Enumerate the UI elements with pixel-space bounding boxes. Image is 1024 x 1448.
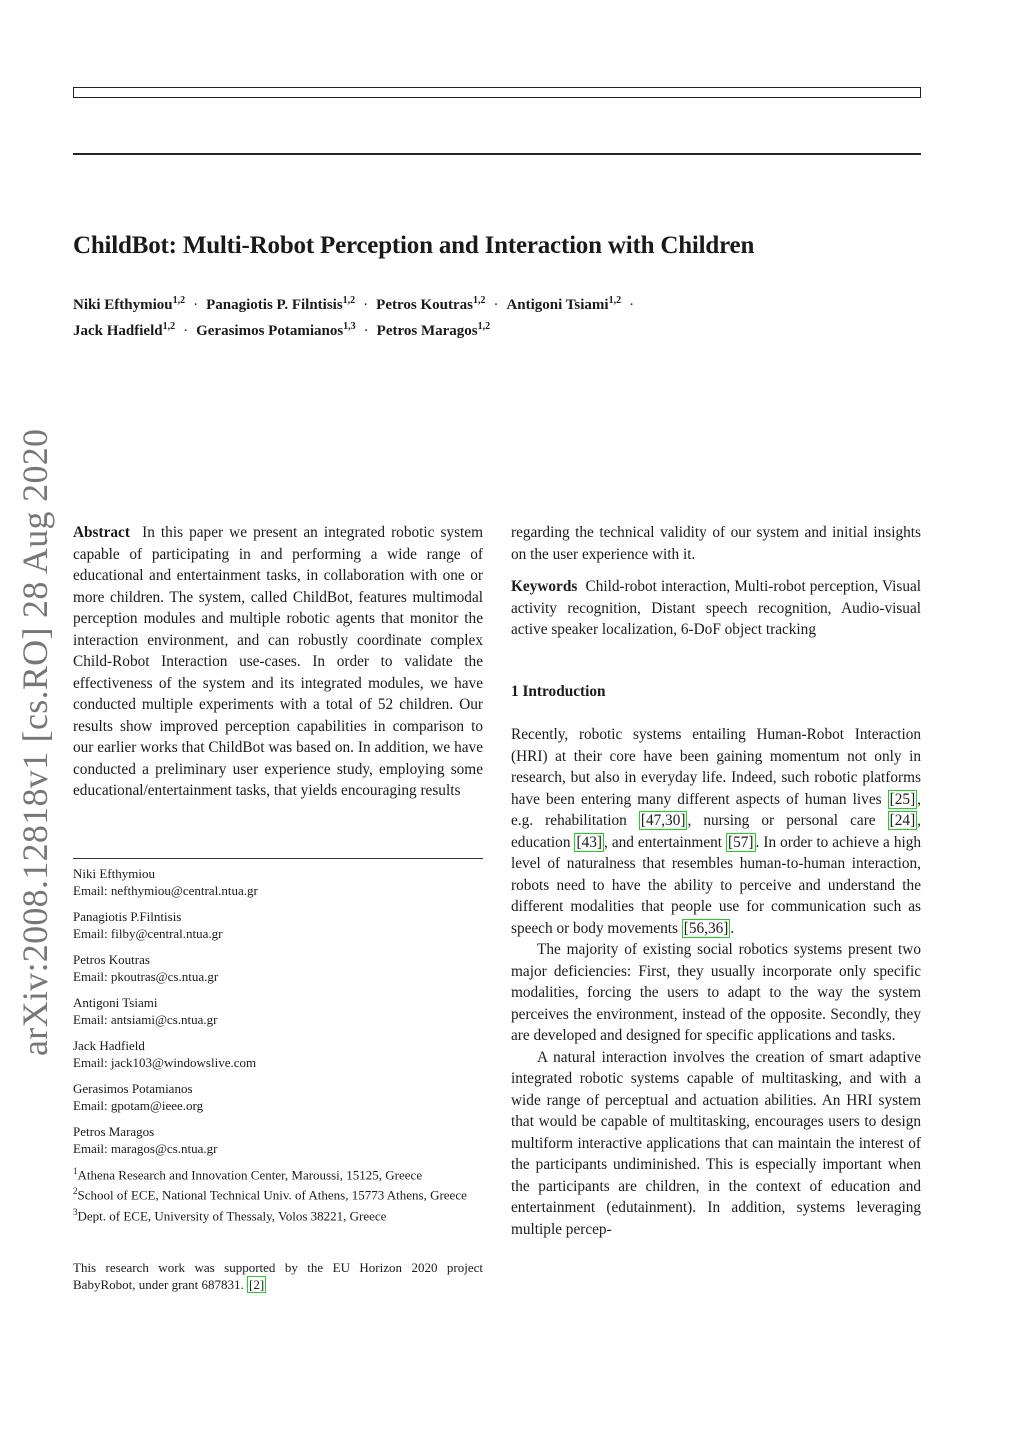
author-line-1: Niki Efthymiou$^{1,2}$ · Panagiotis P. Filntisis$^{1,2}$ · Petros Koutras$^{1,2}$ · Antigoni Tsiami$^{1,2}$ ·	[73, 295, 635, 313]
affiliation-number: 3	[73, 1206, 78, 1217]
keywords-label: Keywords	[511, 578, 578, 595]
right-column	[511, 522, 921, 1240]
paragraph-text: , e.g. rehabilitation	[511, 790, 921, 829]
author-name: Antigoni Tsiami	[506, 297, 609, 313]
author-affiliation: 1,3	[343, 321, 356, 332]
funding-note	[73, 1259, 483, 1293]
keywords	[511, 576, 921, 641]
affiliation-list	[73, 1163, 483, 1224]
contact-email: Email: pkoutras@cs.ntua.gr	[73, 969, 219, 984]
author-name: Panagiotis P. Filntisis	[206, 297, 343, 313]
contact-email: Email: jack103@windowslive.com	[73, 1055, 257, 1070]
keywords-text: Child-robot interaction, Multi-robot perception, Visual activity recognition, Distant speech recognition, Audio-visual active speaker localization, 6-DoF object tracking	[511, 578, 922, 638]
citation-link[interactable]: [2]	[249, 1277, 265, 1292]
contact-email: Email: nefthymiou@central.ntua.gr	[73, 883, 258, 898]
contact-name: Petros Maragos	[73, 1124, 155, 1139]
contact-email: Email: gpotam@ieee.org	[73, 1098, 204, 1113]
left-column	[73, 522, 483, 802]
contact-entry	[73, 1123, 483, 1157]
contact-email: Email: maragos@cs.ntua.gr	[73, 1141, 218, 1156]
paragraph-text: .	[730, 919, 735, 937]
affiliation	[73, 1163, 483, 1183]
author-name: Petros Maragos	[376, 323, 478, 339]
author-affiliation: 1,2	[172, 295, 186, 306]
contact-email: Email: filby@central.ntua.gr	[73, 926, 223, 941]
paragraph-text: , nursing or personal care	[687, 812, 888, 829]
header-rule	[73, 153, 921, 155]
contact-name: Panagiotis P.Filntisis	[73, 909, 182, 924]
contact-name: Niki Efthymiou	[73, 866, 155, 881]
paragraph-text: , education	[511, 812, 921, 851]
funding-text: This research work was supported by the EU Horizon 2020 project BabyRobot, under grant 687831.	[73, 1260, 483, 1292]
abstract-continued: regarding the technical validity of our system and initial insights on the user experience with it.	[511, 524, 921, 563]
contact-entry	[73, 1037, 483, 1071]
author-name: Petros Koutras	[376, 297, 473, 313]
contact-entry	[73, 1080, 483, 1114]
abstract-text: In this paper we present an integrated robotic system capable of participating in and performing a wide range of educational and entertainment tasks, in collaboration with one or more children. The system, called ChildBot, features multimodal perception modules and multiple robotic agents that monitor the interaction environment, and can robustly coordinate complex Child-Robot Interaction use-cases. In order to validate the effectiveness of the system and its integrated modules, we have conducted multiple experiments with a total of 52 children. Our results show improved perception capabilities in comparison to our earlier works that ChildBot was based on. In addition, we have conducted a preliminary user experience study, employing some educational/entertainment tasks, that yields encouraging results	[73, 524, 483, 799]
contact-name: Jack Hadfield	[73, 1038, 145, 1053]
affiliation-text: Dept. of ECE, University of Thessaly, Volos 38221, Greece	[77, 1207, 387, 1223]
paper-title: ChildBot: Multi-Robot Perception and Interaction with Children	[73, 232, 755, 259]
contact-list	[73, 865, 483, 1166]
affiliation	[73, 1204, 483, 1224]
author-affiliation: 1,2	[472, 295, 486, 306]
footnote-rule	[73, 858, 483, 859]
contact-name: Gerasimos Potamianos	[73, 1081, 193, 1096]
intro-paragraph-3: A natural interaction involves the creation of smart adaptive integrated robotic systems capable of multitasking, and with a wide range of perceptual and actuation abilities. An HRI system that would be capable of multitasking, encourages users to design multiform interactive applications that can maintain the interest of the participants undiminished. This is especially important when the participants are children, in the context of education and entertainment (edutainment). In addition, systems leveraging multiple percep-	[511, 1048, 921, 1238]
contact-entry	[73, 994, 483, 1028]
author-name: Jack Hadfield	[73, 323, 163, 339]
author-name: Niki Efthymiou	[73, 297, 173, 313]
author-affiliation: 1,2	[477, 321, 491, 332]
author-line-2: Jack Hadfield$^{1,2}$ · Gerasimos Potamianos$^{1,3}$ · Petros Maragos$^{1,2}$	[73, 321, 491, 339]
author-affiliation: 1,2	[608, 295, 622, 306]
contact-name: Petros Koutras	[73, 952, 150, 967]
affiliation-number: 2	[73, 1186, 78, 1197]
contact-entry	[73, 908, 483, 942]
citation-link[interactable]: [25]	[889, 790, 916, 808]
contact-name: Antigoni Tsiami	[73, 995, 158, 1010]
arxiv-watermark: arXiv:2008.12818v1 [cs.RO] 28 Aug 2020	[15, 428, 55, 1056]
contact-entry	[73, 951, 483, 985]
paragraph-text: Recently, robotic systems entailing Human-Robot Interaction (HRI) at their core have been gaining momentum not only in research, but also in everyday life. Indeed, such robotic platforms have been entering many different aspects of human lives	[511, 726, 921, 808]
paragraph-text: , and entertainment	[603, 833, 727, 851]
citation-link[interactable]: [56,36]	[683, 919, 729, 937]
author-affiliation: 1,2	[162, 321, 176, 332]
abstract	[73, 522, 483, 802]
affiliation-text: Athena Research and Innovation Center, Maroussi, 15125, Greece	[77, 1167, 423, 1183]
abstract-label: Abstract	[73, 524, 130, 541]
citation-link[interactable]: [24]	[889, 812, 916, 829]
author-name: Gerasimos Potamianos	[196, 323, 344, 339]
section-heading: 1 Introduction	[511, 682, 606, 700]
affiliation-text: School of ECE, National Technical Univ. of Athens, 15773 Athens, Greece	[77, 1187, 467, 1203]
affiliation-number: 1	[73, 1166, 78, 1176]
citation-link[interactable]: [43]	[576, 833, 602, 851]
author-list	[73, 290, 642, 342]
intro-paragraph-1	[511, 724, 921, 939]
contact-entry	[73, 865, 483, 899]
citation-link[interactable]: [57]	[728, 833, 754, 851]
affiliation	[73, 1183, 483, 1203]
contact-email: Email: antsiami@cs.ntua.gr	[73, 1012, 218, 1027]
author-affiliation: 1,2	[342, 295, 356, 306]
citation-link[interactable]: [47,30]	[640, 812, 686, 829]
intro-paragraph-2: The majority of existing social robotics systems present two major deficiencies: First, they usually incorporate only specific modalities, forcing the users to adapt to the way the system perceives the environment, instead of the opposite. Secondly, they are developed and designed for specific applications and tasks.	[511, 941, 921, 1044]
header-box	[73, 87, 921, 98]
paragraph-text: . In order to achieve a high level of naturalness that resembles human-to-human interaction, robots need to have the ability to perceive and understand the different modalities that people use for communication such as speech or body movements	[511, 833, 922, 937]
